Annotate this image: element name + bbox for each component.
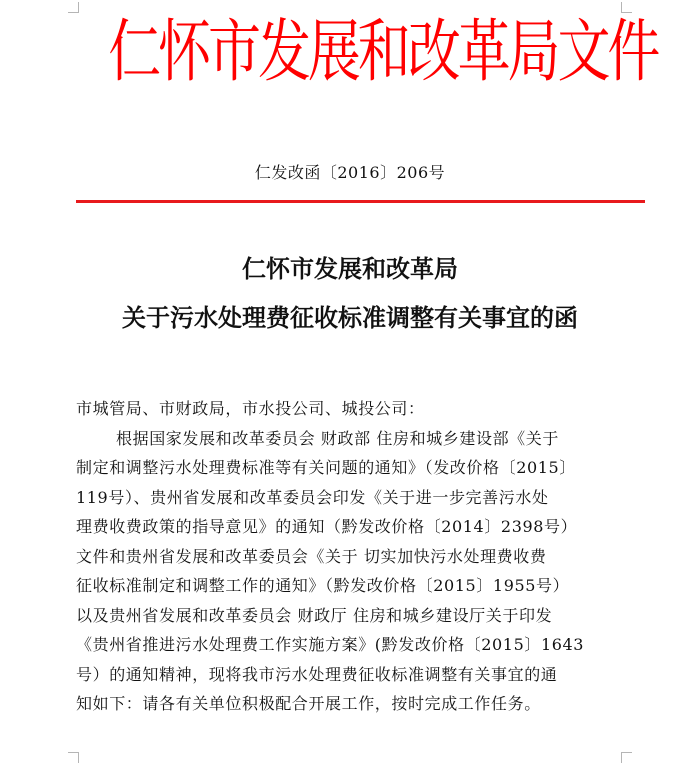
- body-line: 制定和调整污水处理费标准等有关问题的通知》（发改价格〔2015〕: [76, 458, 576, 477]
- document-title-line-2: 关于污水处理费征收标准调整有关事宜的函: [122, 303, 578, 332]
- body-line: 《贵州省推进污水处理费工作实施方案》(黔发改价格〔2015〕1643: [76, 635, 585, 654]
- body-line: 知如下：请各有关单位积极配合开展工作，按时完成工作任务。: [76, 694, 541, 713]
- body-line: 号）的通知精神，现将我市污水处理费征收标准调整有关事宜的通: [76, 664, 558, 684]
- body-line: 以及贵州省发展和改革委员会 财政厅 住房和城乡建设厅关于印发: [76, 605, 553, 625]
- page-corner-mark-bottom-left: [68, 752, 79, 763]
- body-line: 文件和贵州省发展和改革委员会《关于 切实加快污水处理费收费: [76, 546, 547, 566]
- document-masthead: 仁怀市发展和改革局文件: [108, 13, 658, 92]
- page-corner-mark-bottom-right: [621, 752, 632, 763]
- body-line: 理费收费政策的指导意见》的通知（黔发改价格〔2014〕2398号）: [76, 517, 578, 536]
- document-number: 仁发改函〔2016〕206号: [254, 163, 446, 182]
- addressee-line: 市城管局、市财政局，市水投公司、城投公司：: [76, 399, 425, 418]
- body-paragraph: [76, 424, 632, 719]
- page-corner-mark-top-left: [68, 2, 79, 13]
- document-body: [76, 394, 632, 719]
- page-corner-mark-top-right: [621, 2, 632, 13]
- red-separator-rule: [76, 200, 645, 203]
- body-line: 征收标准制定和调整工作的通知》（黔发改价格〔2015〕1955号）: [76, 576, 570, 595]
- document-title-line-1: 仁怀市发展和改革局: [242, 254, 458, 283]
- body-line: 根据国家发展和改革委员会 财政部 住房和城乡建设部《关于: [116, 428, 559, 448]
- body-line: 119号）、贵州省发展和改革委员会印发《关于进一步完善污水处: [76, 487, 549, 507]
